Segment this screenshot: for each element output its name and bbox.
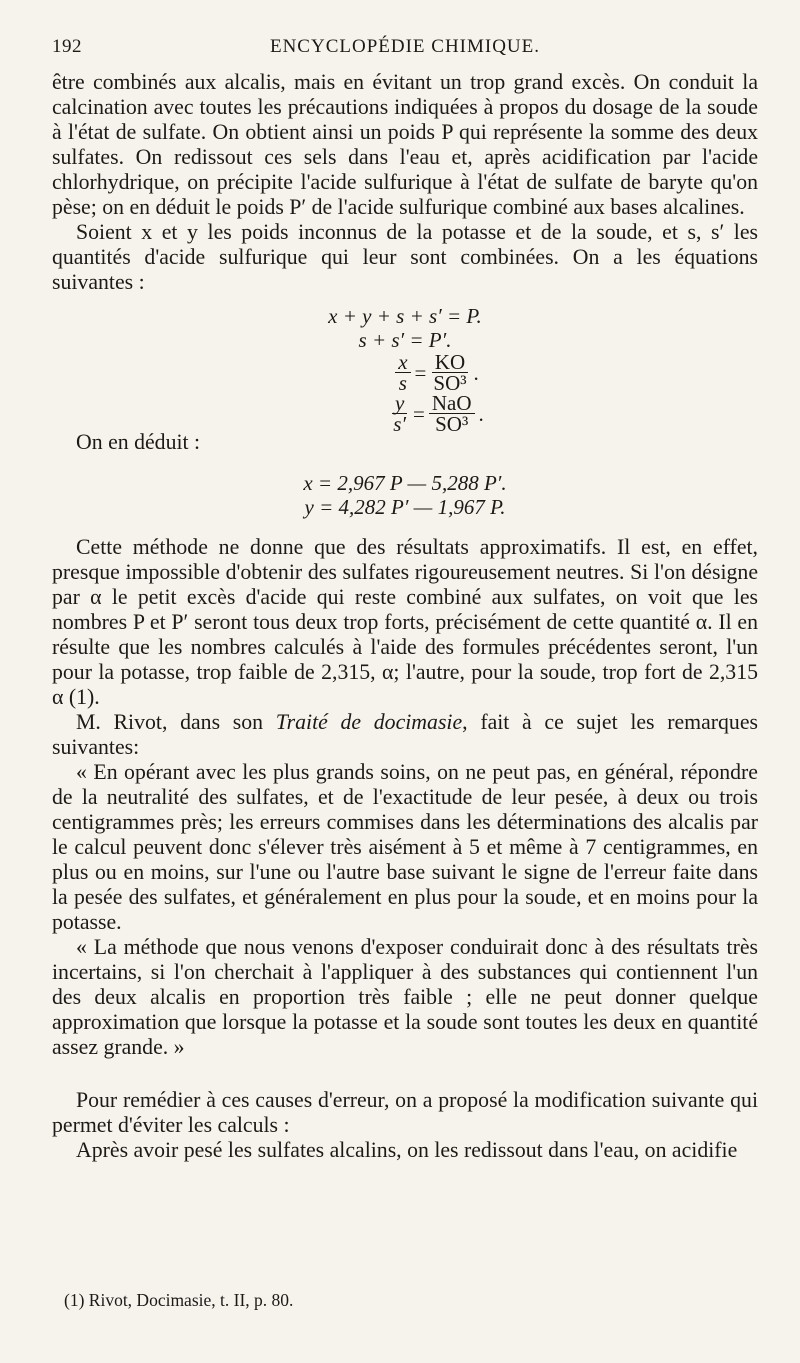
equation-system	[52, 304, 758, 434]
body-text-top	[52, 70, 758, 1163]
result-x: x = 2,967 P — 5,288 P′.	[303, 471, 507, 495]
frac1-rhs-denominator: SO³	[433, 371, 467, 395]
page-header	[52, 36, 758, 66]
frac2-denominator: s′	[393, 412, 407, 436]
equation-ratio-potash: $\frac{x}{s}$ = $\frac{KO}{\text{SO³}}$ .	[112, 352, 758, 393]
paragraph-1: être combinés aux alcalis, mais en évitant un trop grand excès. On conduit la calcination avec toutes les précautions indiquées à propos du dosage de la soude à l'état de sulfate. On obtient ainsi un poids P qui représente la somme des deux sulfates. On redissout ces sels dans l'eau et, après acidification par l'acide chlorhydrique, on précipite l'acide sulfurique à l'état de sulfate de baryte qu'on pèse; on en déduit le poids P′ de l'acide sulfurique combiné aux bases alcalines.	[52, 70, 758, 219]
equation-acid-sum: s + s′ = P′.	[358, 328, 452, 352]
paragraph-2: Soient x et y les poids inconnus de la potasse et de la soude, et s, s′ les quantités d'acide sulfurique qui leur sont combinées. On a les équations suivantes :	[52, 220, 758, 294]
running-title: ENCYCLOPÉDIE CHIMIQUE.	[269, 36, 541, 57]
paragraph-3: On en déduit :	[76, 430, 201, 454]
frac2-rhs-denominator: SO³	[435, 412, 469, 436]
paragraph-7: « La méthode que nous venons d'exposer conduirait donc à des résultats très incertains, si l'on cherchait à l'appliquer à des substances qui contiennent l'un des deux alcalis en proportion très faible ; elle ne peut donner quelque approximation que lorsque la potasse et la soude sont toutes les deux en quantité assez grande. »	[52, 935, 758, 1059]
result-y: y = 4,282 P′ — 1,967 P.	[304, 495, 506, 519]
equation-sum: x + y + s + s′ = P.	[328, 304, 482, 328]
equation-ratio-soda: $\frac{y}{s'}$ = $\frac{\text{NaO}}{\text{SO³}}$ .	[112, 393, 758, 434]
page-number: 192	[52, 36, 82, 57]
frac1-denominator: s	[398, 371, 407, 395]
frac1-numerator: x	[395, 352, 410, 373]
book-title: Traité de docimasie	[275, 710, 463, 734]
footnote: (1) Rivot, Docimasie, t. II, p. 80.	[64, 1290, 294, 1310]
paragraph-8: Pour remédier à ces causes d'erreur, on a proposé la modification suivante qui permet d'éviter les calculs :	[52, 1088, 758, 1137]
paragraph-5	[52, 710, 758, 760]
paragraph-9: Après avoir pesé les sulfates alcalins, on les redissout dans l'eau, on acidifie	[76, 1138, 738, 1162]
paragraph-4: Cette méthode ne donne que des résultats approximatifs. Il est, en effet, presque impossible d'obtenir des sulfates rigoureusement neutres. Si l'on désigne par α le petit excès d'acide qui reste combiné aux sulfates, on voit que les nombres P et P′ seront tous deux trop forts, précisément de cette quantité α. Il en résulte que les nombres calculés à l'aide des formules précédentes seront, l'un pour la potasse, trop faible de 2,315, α; l'autre, pour la soude, trop fort de 2,315 α (1).	[52, 535, 758, 709]
p5-prefix: M. Rivot, dans son	[76, 710, 276, 734]
frac2-rhs-numerator: NaO	[429, 393, 475, 414]
frac1-rhs-numerator: KO	[432, 352, 468, 373]
paragraph-6: « En opérant avec les plus grands soins, on ne peut pas, en général, répondre de la neutralité des sulfates, et de l'exactitude de leur pesée, à deux ou trois centigrammes près; les erreurs commises dans les déterminations des alcalis par le calcul peuvent donc s'élever très aisément à 5 et même à 7 centigrammes, en plus ou en moins, sur l'une ou l'autre base suivant le signe de l'erreur faite dans la pesée des sulfates, et généralement en plus pour la soude, et en moins pour la potasse.	[52, 760, 758, 934]
p5-suffix: , fait à ce sujet les remarques suivantes:	[52, 710, 758, 759]
frac2-numerator: y	[392, 393, 407, 414]
